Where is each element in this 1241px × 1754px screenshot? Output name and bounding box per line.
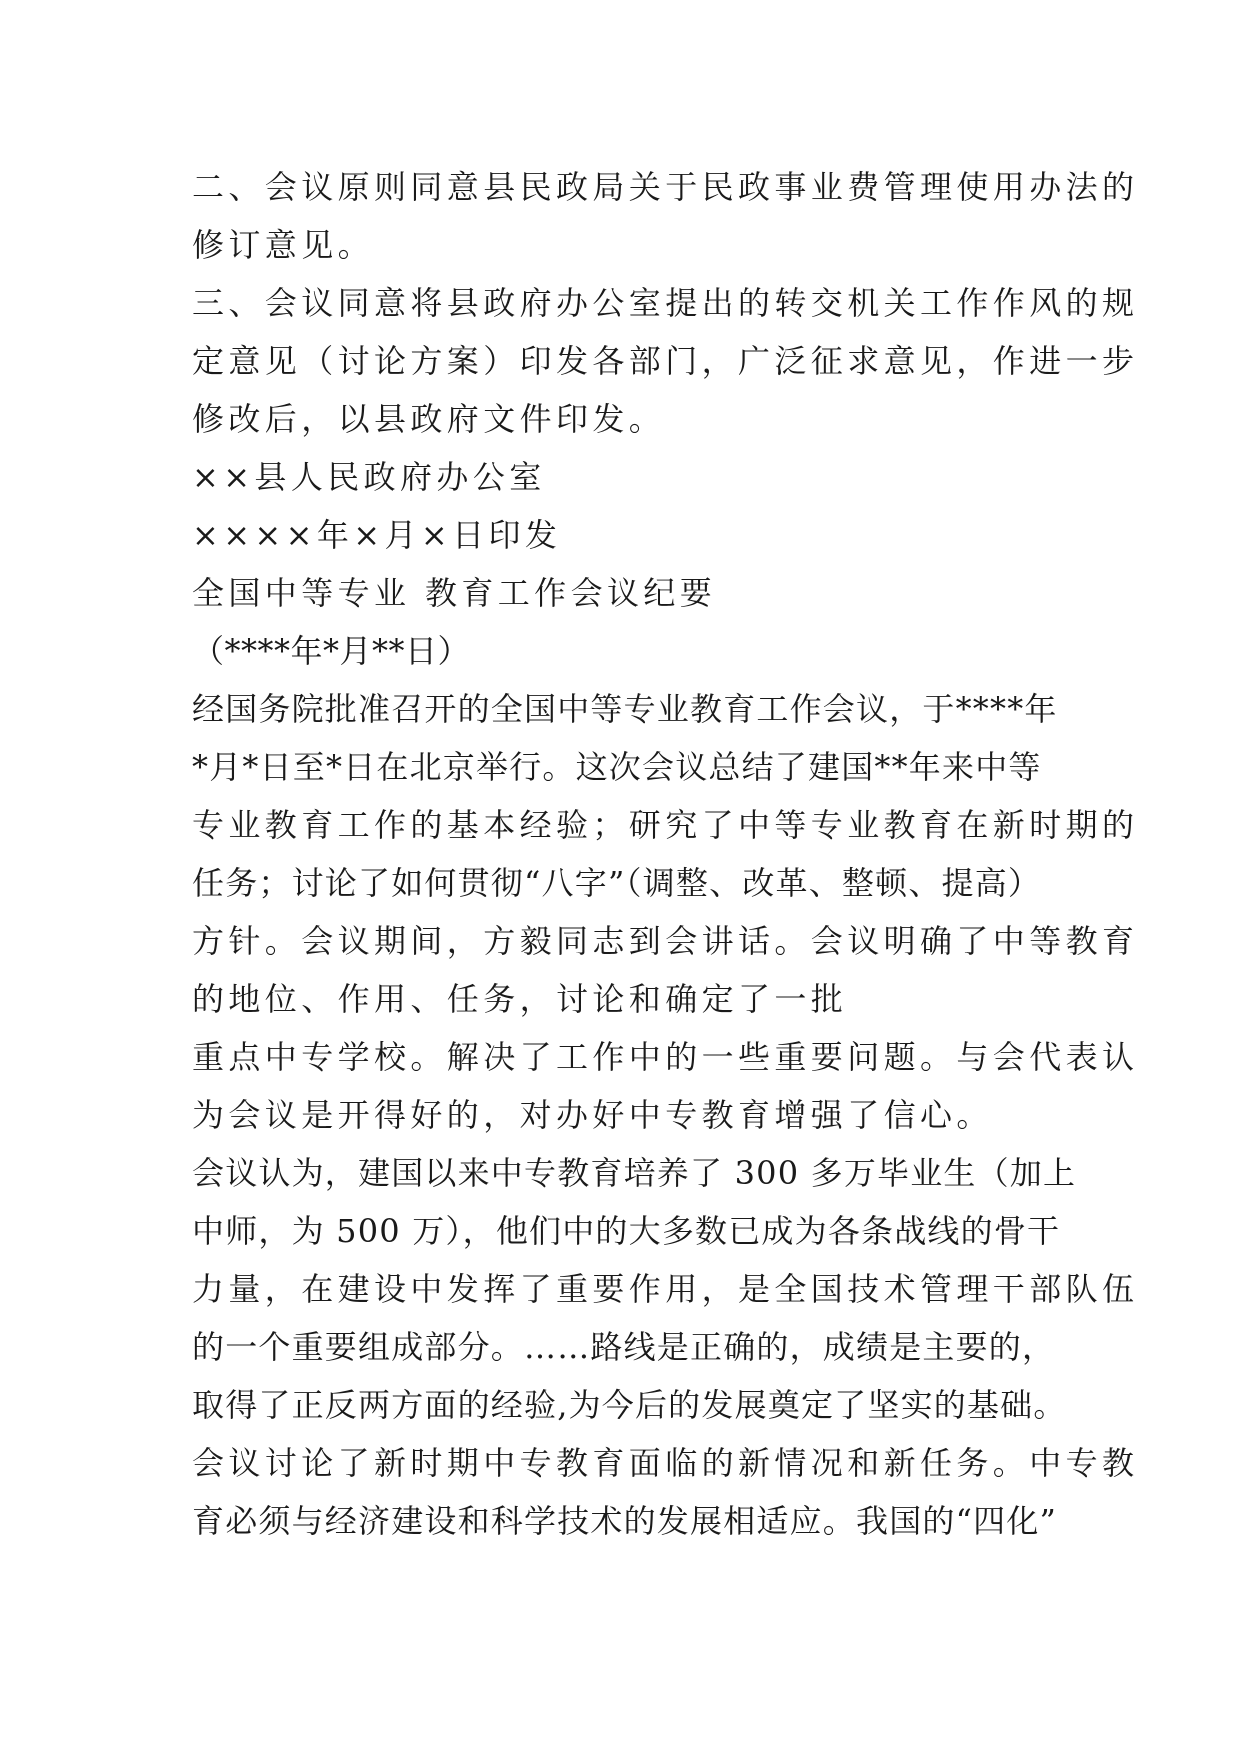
document-body	[192, 158, 1139, 1550]
paragraph-line: 中师，为 500 万），他们中的大多数已成为各条战线的骨干	[192, 1212, 1061, 1250]
section-date: （****年*月**日）	[192, 632, 471, 670]
issuer-line: ××县人民政府办公室	[192, 458, 546, 496]
paragraph-line: 力量，在建设中发挥了重要作用，是全国技术管理干部队伍	[192, 1270, 1139, 1308]
paragraph-line: 定意见（讨论方案）印发各部门，广泛征求意见，作进一步	[192, 342, 1139, 380]
paragraph-line: 经国务院批准召开的全国中等专业教育工作会议，于****年	[192, 690, 1058, 728]
paragraph-line: 会议讨论了新时期中专教育面临的新情况和新任务。中专教	[192, 1444, 1139, 1482]
paragraph-line: 任务；讨论了如何贯彻“八字”（调整、改革、整顿、提高）	[192, 864, 1042, 902]
paragraph-line: 专业教育工作的基本经验；研究了中等专业教育在新时期的	[192, 806, 1139, 844]
paragraph-line: 重点中专学校。解决了工作中的一些重要问题。与会代表认	[192, 1038, 1139, 1076]
section-title: 全国中等专业 教育工作会议纪要	[192, 574, 717, 612]
paragraph-line: 育必须与经济建设和科学技术的发展相适应。我国的“四化”	[192, 1502, 1058, 1540]
issue-date-line: ××××年×月×日印发	[192, 516, 562, 554]
paragraph-line: *月*日至*日在北京举行。这次会议总结了建国**年来中等	[192, 748, 1042, 786]
paragraph-line: 修改后，以县政府文件印发。	[192, 400, 666, 438]
paragraph-line: 修订意见。	[192, 226, 375, 264]
paragraph-line: 会议认为，建国以来中专教育培养了 300 多万毕业生（加上	[192, 1154, 1077, 1192]
paragraph-line: 二、会议原则同意县民政局关于民政事业费管理使用办法的	[192, 168, 1139, 206]
paragraph-line: 三、会议同意将县政府办公室提出的转交机关工作作风的规	[192, 284, 1139, 322]
paragraph-line: 方针。会议期间，方毅同志到会讲话。会议明确了中等教育	[192, 922, 1139, 960]
paragraph-line: 取得了正反两方面的经验,为今后的发展奠定了坚实的基础。	[192, 1386, 1067, 1424]
paragraph-line: 的地位、作用、任务，讨论和确定了一批	[192, 980, 848, 1018]
paragraph-line: 为会议是开得好的，对办好中专教育增强了信心。	[192, 1096, 993, 1134]
paragraph-line: 的一个重要组成部分。……路线是正确的，成绩是主要的，	[192, 1328, 1056, 1366]
